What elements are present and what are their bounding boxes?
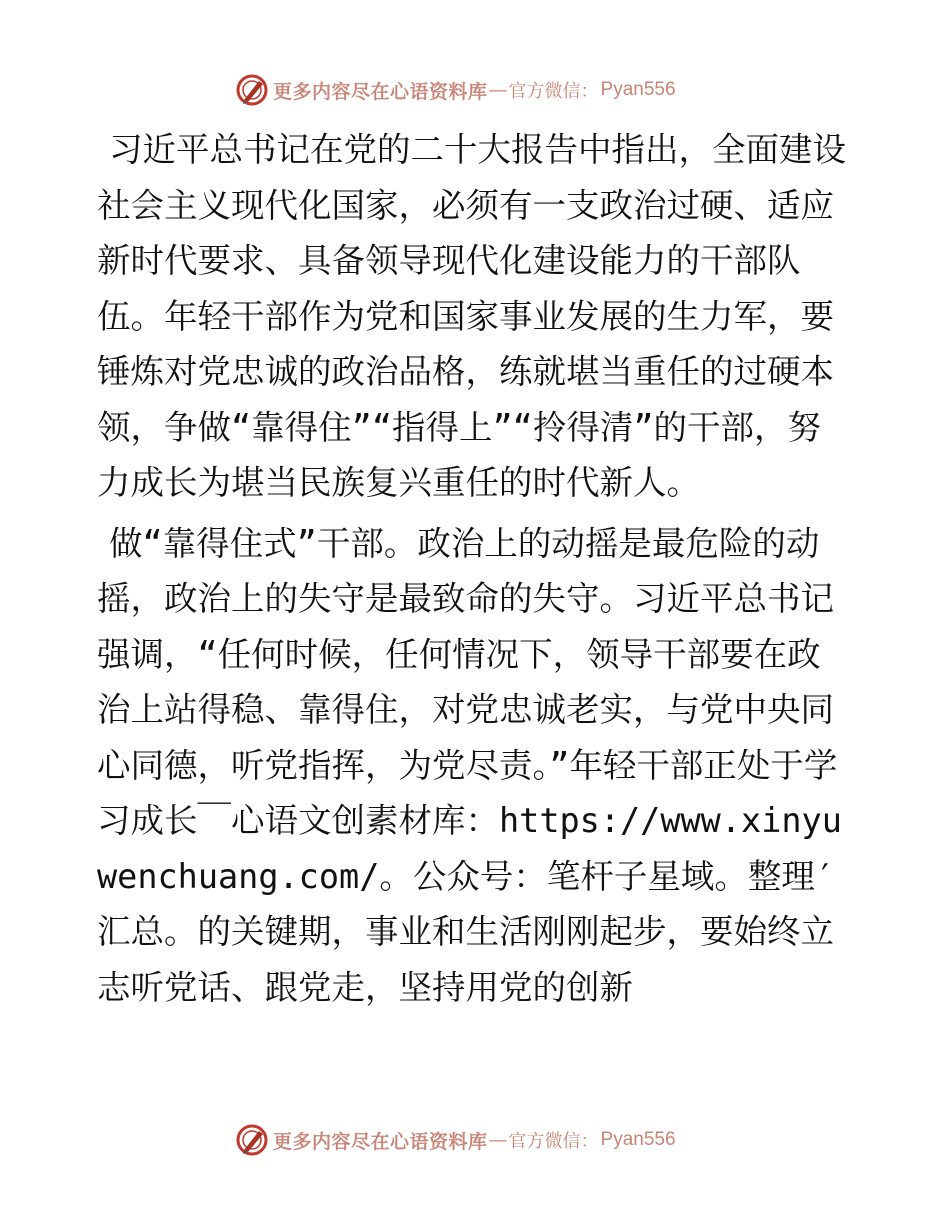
header-watermark-separator: — <box>488 79 508 101</box>
footer-wechat-label: 官方微信： <box>508 1131 599 1152</box>
footer-watermark <box>235 1122 705 1158</box>
footer-watermark-separator: — <box>488 1129 508 1151</box>
header-wechat-label: 官方微信： <box>508 81 599 102</box>
footer-wechat-id: Pyan556 <box>600 1129 676 1150</box>
header-wechat-id: Pyan556 <box>600 79 676 100</box>
header-watermark-title: 更多内容尽在心语资料库 <box>273 80 488 103</box>
document-body <box>97 122 849 1015</box>
header-watermark <box>235 72 705 108</box>
footer-watermark-title: 更多内容尽在心语资料库 <box>273 1130 488 1153</box>
pen-logo-icon <box>235 1123 269 1157</box>
body-paragraph-1: 习近平总书记在党的二十大报告中指出，全面建设社会主义现代化国家，必须有一支政治过硬、适应新时代要求、具备领导现代化建设能力的干部队伍。年轻干部作为党和国家事业发展的生力军，要锤炼对党忠诚的政治品格，练就堪当重任的过硬本领，争做“靠得住”“指得上”“拎得清”的干部，努力成长为堪当民族复兴重任的时代新人。 <box>97 130 846 502</box>
body-paragraph-2: 做“靠得住式”干部。政治上的动摇是最危险的动摇，政治上的失守是最致命的失守。习近平总书记强调，“任何时候，任何情况下，领导干部要在政治上站得稳、靠得住，对党忠诚老实，与党中央同心同德，听党指挥，为党尽责。”年轻干部正处于学习成长￣心语文创素材库：https://www.xinyuwenchuang.com/。公众号：笔杆子星域。整理′汇总。的关键期，事业和生活刚刚起步，要始终立志听党话、跟党走，坚持用党的创新 <box>97 523 842 1007</box>
pen-logo-icon <box>235 73 269 107</box>
